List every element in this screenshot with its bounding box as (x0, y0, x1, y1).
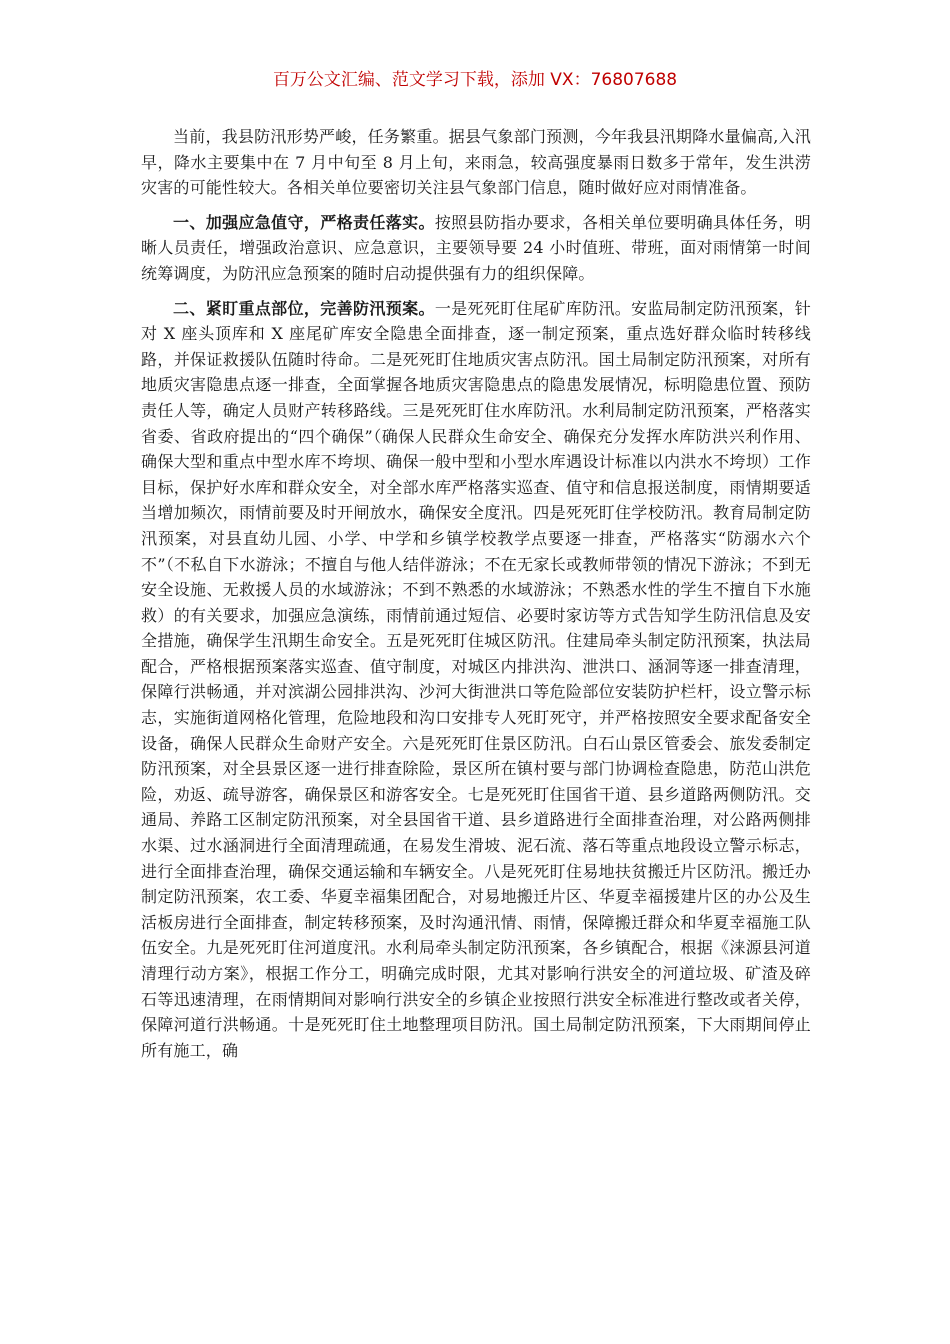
section-heading: 二、紧盯重点部位，完善防汛预案。 (173, 298, 435, 318)
paragraph-text: 一是死死盯住尾矿库防汛。安监局制定防汛预案，针对 X 座头顶库和 X 座尾矿库安全隐患全面排查，逐一制定预案，重点选好群众临时转移线路，并保证救援队伍随时待命。二是死死盯住地质灾害点防汛。国土局制定防汛预案，对所有地质灾害隐患点逐一排查，全面掌握各地质灾害隐患点的隐患发展情况，标明隐患位置、预防责任人等，确定人员财产转移路线。三是死死盯住水库防汛。水利局制定防汛预案，严格落实省委、省政府提出的“四个确保”（确保人民群众生命安全、确保充分发挥水库防洪兴利作用、确保大型和重点中型水库不垮坝、确保一般中型和小型水库遇设计标准以内洪水不垮坝）工作目标，保护好水库和群众安全，对全部水库严格落实巡查、值守和信息报送制度，雨情期要适当增加频次，雨情前要及时开闸放水，确保安全度汛。四是死死盯住学校防汛。教育局制定防汛预案，对县直幼儿园、小学、中学和乡镇学校教学点要逐一排查，严格落实“防溺水六个不”（不私自下水游泳；不擅自与他人结伴游泳；不在无家长或教师带领的情况下游泳；不到无安全设施、无救援人员的水域游泳；不到不熟悉的水域游泳；不熟悉水性的学生不擅自下水施救）的有关要求，加强应急演练，雨情前通过短信、必要时家访等方式告知学生防汛信息及安全措施，确保学生汛期生命安全。五是死死盯住城区防汛。住建局牵头制定防汛预案，执法局配合，严格根据预案落实巡查、值守制度，对城区内排洪沟、泄洪口、涵洞等逐一排查清理，保障行洪畅通，并对滨湖公园排洪沟、沙河大街泄洪口等危险部位安装防护栏杆，设立警示标志，实施街道网格化管理，危险地段和沟口安排专人死盯死守，并严格按照安全要求配备安全设备，确保人民群众生命财产安全。六是死死盯住景区防汛。白石山景区管委会、旅发委制定防汛预案，对全县景区逐一进行排查除险，景区所在镇村要与部门协调检查隐患，防范山洪危险，劝返、疏导游客，确保景区和游客安全。七是死死盯住国省干道、县乡道路两侧防汛。交通局、养路工区制定防汛预案，对全县国省干道、县乡道路进行全面排查治理，对公路两侧排水渠、过水涵洞进行全面清理疏通，在易发生滑坡、泥石流、落石等重点地段设立警示标志，进行全面排查治理，确保交通运输和车辆安全。八是死死盯住易地扶贫搬迁片区防汛。搬迁办制定防汛预案，农工委、华夏幸福集团配合，对易地搬迁片区、华夏幸福援建片区的办公及生活板房进行全面排查，制定转移预案，及时沟通汛情、雨情，保障搬迁群众和华夏幸福施工队伍安全。九是死死盯住河道度汛。水利局牵头制定防汛预案，各乡镇配合，根据《涞源县河道清理行动方案》，根据工作分工，明确完成时限，尤其对影响行洪安全的河道垃圾、矿渣及碎石等迅速清理，在雨情期间对影响行洪安全的乡镇企业按照行洪安全标准进行整改或者关停，保障河道行洪畅通。十是死死盯住土地整理项目防汛。国土局制定防汛预案，下大雨期间停止所有施工，确 (141, 298, 811, 1060)
paragraph-section-1 (141, 210, 811, 287)
paragraph-section-2 (141, 296, 811, 1064)
section-heading: 一、加强应急值守，严格责任落实。 (173, 212, 435, 232)
paragraph-text: 按照县防指办要求，各相关单位要明确具体任务，明晰人员责任，增强政治意识、应急意识，主要领导要 24 小时值班、带班，面对雨情第一时间统筹调度，为防汛应急预案的随时启动提供强有力的组织保障。 (141, 212, 811, 283)
paragraph-intro (141, 124, 811, 201)
page-header-banner: 百万公文汇编、范文学习下载，添加 VX：76807688 (272, 70, 678, 90)
paragraph-text: 当前，我县防汛形势严峻，任务繁重。据县气象部门预测，今年我县汛期降水量偏高,入汛早，降水主要集中在 7 月中旬至 8 月上旬，来雨急，较高强度暴雨日数多于常年，发生洪涝灾害的可能性较大。各相关单位要密切关注县气象部门信息，随时做好应对雨情准备。 (141, 127, 811, 198)
document-body (141, 124, 811, 1072)
